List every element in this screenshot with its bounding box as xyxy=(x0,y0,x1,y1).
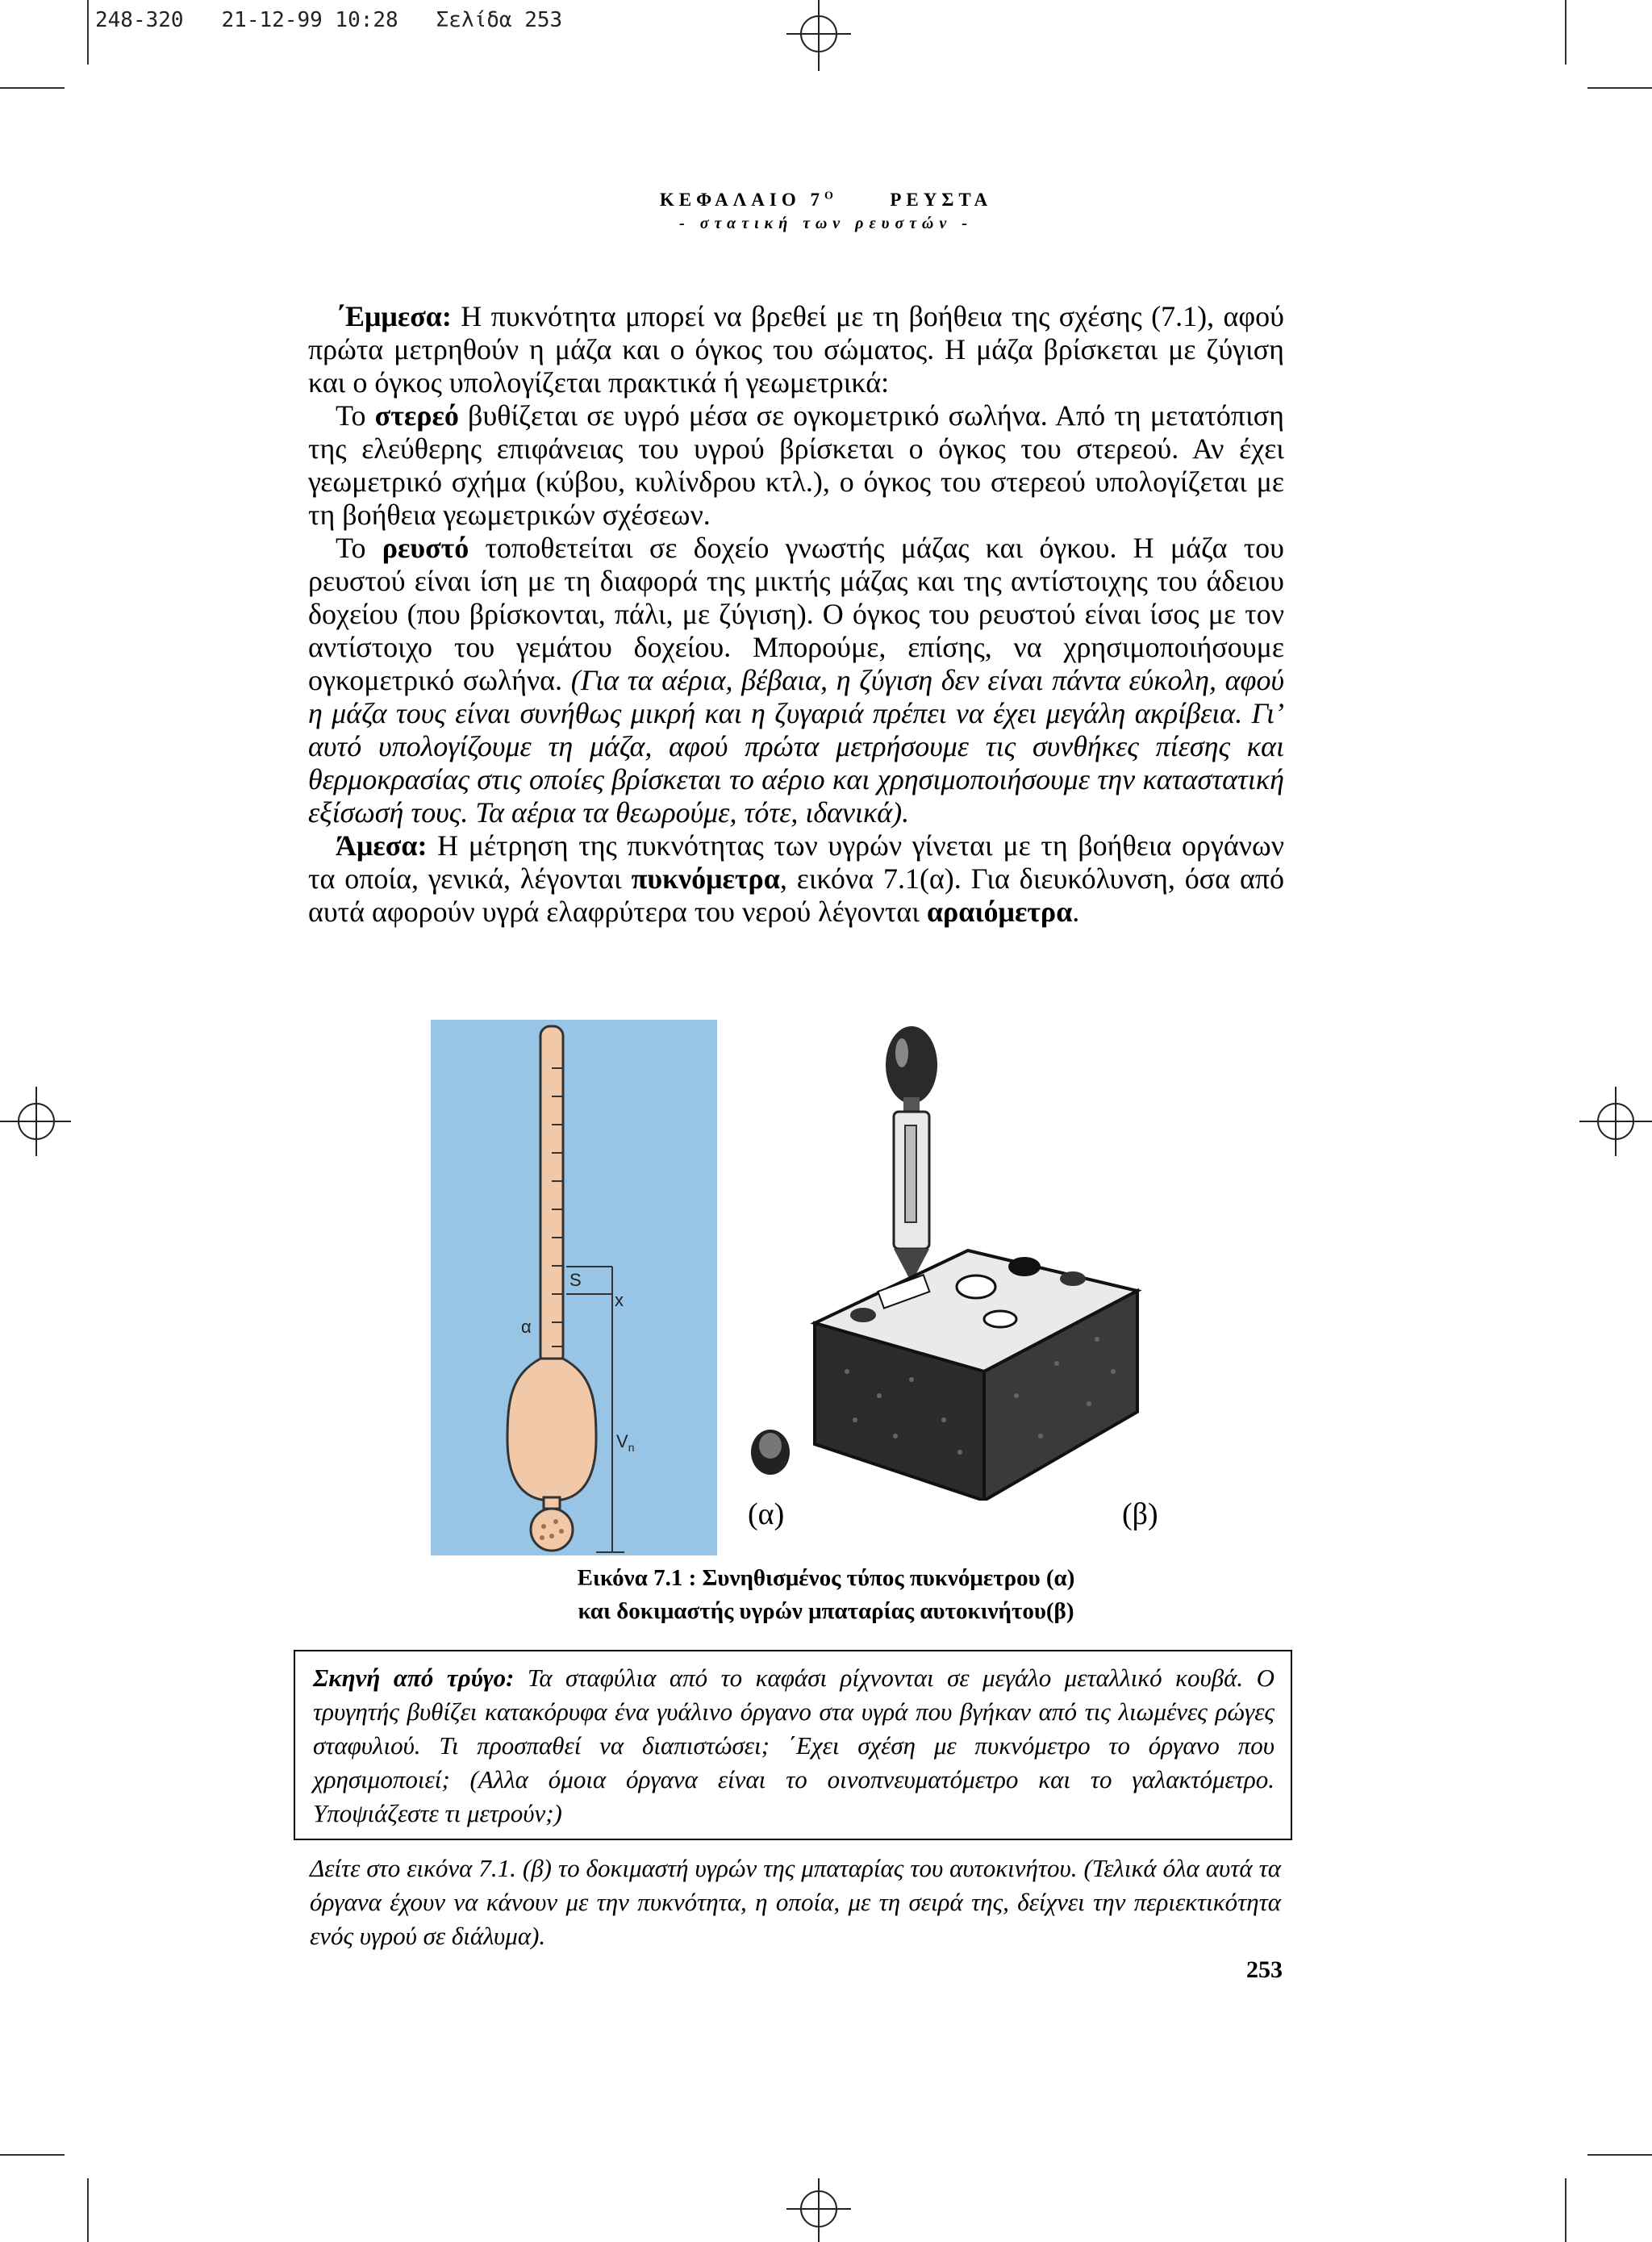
mark-v xyxy=(616,1431,634,1454)
crop-mark xyxy=(0,2154,65,2156)
paragraph-text: Η μέτρηση της πυκνότητας των υγρών γίνεται με τη βοήθεια οργάνων τα οποία, γενικά, λέγονται xyxy=(308,829,1284,895)
figure-label-a: (α) xyxy=(748,1497,785,1531)
paragraph-text: , εικόνα 7.1(α). Για διευκόλυνση, όσα από αυτά αφορούν υγρά ελαφρύτερα του νερού λέγονται xyxy=(308,862,1284,928)
paragraph-indirect xyxy=(308,300,1284,399)
mark-s: S xyxy=(569,1270,582,1290)
crop-mark xyxy=(87,2178,89,2242)
paragraph-text: Η πυκνότητα μπορεί να βρεθεί με τη βοήθεια της σχέσης (7.1), αφού πρώτα μετρηθούν η μάζα και ο όγκος του σώματος. Η μάζα βρίσκεται με ζύγιση και ο όγκος υπολογίζεται πρακτικά ή γεωμετρικά: xyxy=(308,300,1284,399)
figure-battery-tester xyxy=(734,1017,1186,1501)
term-areometers: αραιόμετρα xyxy=(926,896,1073,928)
page-number: 253 xyxy=(1246,1956,1283,1983)
paragraph-text: . xyxy=(1072,896,1080,928)
crop-mark xyxy=(1587,2154,1652,2156)
activity-title: Σκηνή από τρύγο: xyxy=(313,1664,515,1692)
term-indirect: ΄Εμμεσα: xyxy=(336,300,452,332)
paragraph-fluid xyxy=(308,532,1284,829)
caption-line-2: και δοκιμαστής υγρών μπαταρίας αυτοκινήτου(β) xyxy=(578,1598,1074,1624)
registration-mark-left xyxy=(0,1085,73,1158)
activity-box xyxy=(294,1650,1292,1840)
mark-x: x xyxy=(615,1290,624,1310)
chapter-topic: ΡΕΥΣΤΑ xyxy=(890,190,993,210)
crop-mark xyxy=(87,0,89,65)
figure-note: Δείτε στο εικόνα 7.1. (β) το δοκιμαστή υγρών της μπαταρίας του αυτοκινήτου. (Τελικά όλα αυτά τα όργανα έχουν να κάνουν με την πυκνότητα, η οποία, με τη σειρά της, δείχνει την περιεκτικότητα ενός υγρού σε διάλυμα). xyxy=(310,1854,1281,1950)
crop-mark xyxy=(0,87,65,89)
chapter-heading xyxy=(0,190,1652,211)
crop-mark xyxy=(1565,2178,1566,2242)
caption-line-1: Εικόνα 7.1 : Συνηθισμένος τύπος πυκνόμετρου (α) xyxy=(577,1565,1075,1591)
paragraph-text: Το xyxy=(336,399,375,432)
chapter-sup: Ο xyxy=(824,190,833,202)
crop-mark xyxy=(1565,0,1566,65)
activity-text: Τα σταφύλια από το καφάσι ρίχνονται σε μεγάλο μεταλλικό κουβά. Ο τρυγητής βυθίζει κατακόρυφα ένα γυάλινο όργανο στα υγρά που βγήκαν από τις λιωμένες ρώγες σταφυλιού. Τι προσπαθεί να διαπιστώσει; ΄Εχει σχέση με πυκνόμετρο το όργανο που χρησιμοποιεί; (Αλλα όμοια όργανα είναι το οινοπνευματόμετρο και το γαλακτόμετρο. Υποψιάζεστε τι μετρούν;) xyxy=(313,1664,1274,1827)
crop-mark xyxy=(1587,87,1652,89)
paragraph-text: Το xyxy=(336,532,382,564)
term-pycnometers: πυκνόμετρα xyxy=(631,862,780,895)
registration-mark-right xyxy=(1571,1085,1652,1158)
body-text xyxy=(308,300,1284,929)
subchapter-heading: - στατική των ρευστών - xyxy=(679,215,973,232)
paragraph-solid xyxy=(308,399,1284,532)
figure-label-b: (β) xyxy=(1122,1497,1158,1531)
figure-pycnometer xyxy=(431,1020,717,1555)
term-fluid: ρευστό xyxy=(382,532,469,564)
mark-a: α xyxy=(521,1317,532,1337)
registration-mark-bottom xyxy=(782,2178,855,2242)
paragraph-italic-note: (Για τα αέρια, βέβαια, η ζύγιση δεν είναι πάντα εύκολη, αφού η μάζα τους είναι συνήθως μικρή και η ζυγαριά πρέπει να έχει μεγάλη ακρίβεια. Γι’ αυτό υπολογίζουμε τη μάζα, αφού πρώτα μετρήσουμε τις συνθήκες πίεσης και θερμοκρασίας στις οποίες βρίσκεται το αέριο και χρησιμοποιήσουμε την καταστατική εξίσωσή τους. Τα αέρια τα θεωρούμε, τότε, ιδανικά). xyxy=(308,664,1284,829)
mark-v-main: V xyxy=(616,1431,628,1451)
paragraph-text: βυθίζεται σε υγρό μέσα σε ογκομετρικό σωλήνα. Από τη μετατόπιση της ελεύθερης επιφάνειας του υγρού βρίσκεται ο όγκος του στερεού. Αν έχει γεωμετρικό σχήμα (κύβου, κυλίνδρου κτλ.), ο όγκος του στερεού υπολογίζεται με τη βοήθεια γεωμετρικών σχέσεων. xyxy=(308,399,1285,531)
term-direct: Άμεσα: xyxy=(336,829,428,862)
print-header: 248-320 21-12-99 10:28 Σελίδα 253 xyxy=(95,8,563,32)
figure-caption xyxy=(0,1562,1652,1628)
paragraph-text: τοποθετείται σε δοχείο γνωστής μάζας και όγκου. Η μάζα του ρευστού είναι ίση με τη διαφορά της μικτής μάζας και της αντίστοιχης του άδειου δοχείου (που βρίσκονται, πάλι, με ζύγιση). Ο όγκος του ρευστού είναι ίσος με τον αντίστοιχο του γεμάτου δοχείου. Μπορούμε, επίσης, να χρησιμοποιήσουμε ογκομετρικό σωλήνα. xyxy=(308,532,1284,696)
pycnometer-drawing xyxy=(431,1020,717,1555)
mark-v-sub: n xyxy=(628,1441,635,1454)
term-solid: στερεό xyxy=(374,399,459,432)
registration-mark-top xyxy=(782,0,855,73)
chapter-title: ΚΕΦΑΛΑΙΟ 7 xyxy=(659,190,824,210)
paragraph-direct xyxy=(308,829,1284,929)
